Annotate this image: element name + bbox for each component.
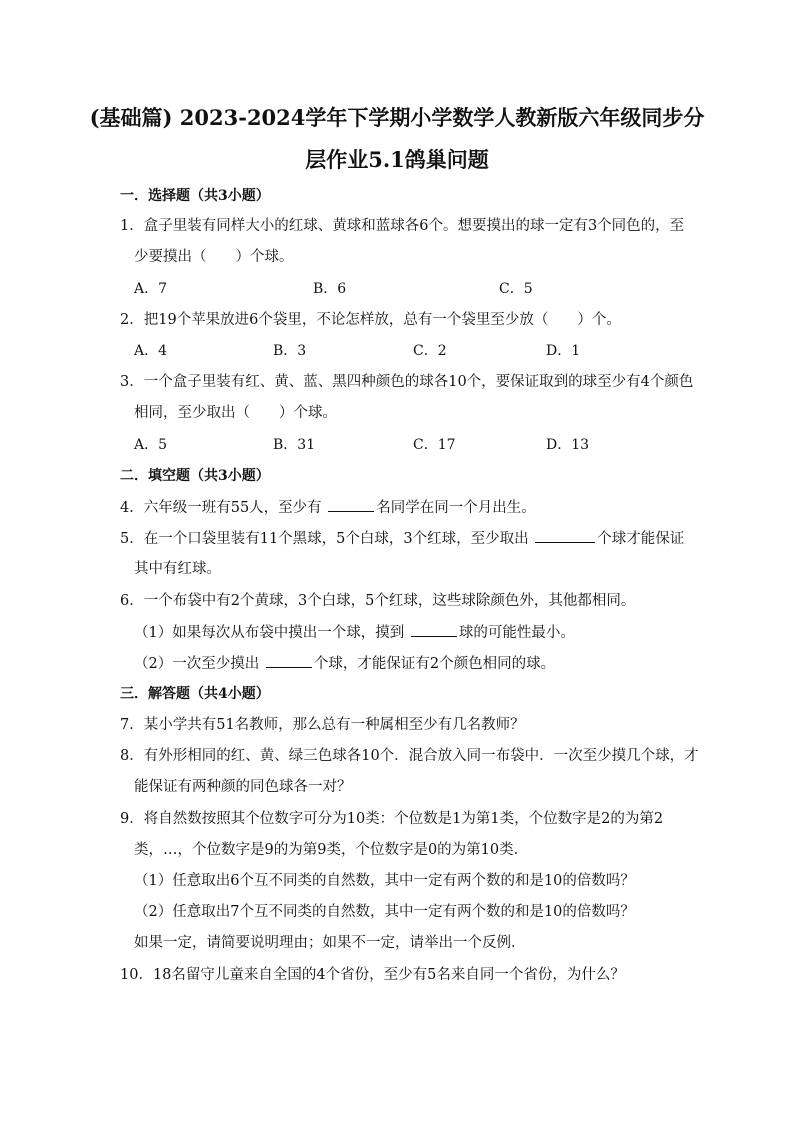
question-6-line-1: 6．一个布袋中有2个黄球，3个白球，5个红球，这些球除颜色外，其他都相同。 (120, 593, 636, 609)
question-9-line-2: 类，…，个位数字是9的为第9类，个位数字是0的为第10类． (134, 842, 529, 858)
question-1-option-c: C．5 (499, 281, 533, 297)
question-1-line-1: 1．盒子里装有同样大小的红球、黄球和蓝球各6个。想要摸出的球一定有3个同色的，至 (120, 218, 685, 234)
question-10-line-1: 10．18名留守儿童来自全国的4个省份，至少有5名来自同一个省份，为什么？ (120, 967, 625, 983)
question-3-option-a: A．5 (134, 437, 168, 453)
question-2-option-b: B．3 (273, 343, 307, 359)
question-3-line-1: 3．一个盒子里装有红、黄、蓝、黑四种颜色的球各10个，要保证取到的球至少有4个颜色 (120, 374, 694, 390)
question-6-sub-1-after: 球的可能性最小。 (458, 625, 575, 641)
section-heading-fill: 二．填空题（共3小题） (120, 468, 270, 484)
question-2-option-d: D．1 (546, 343, 581, 359)
question-9-sub-2: （2）任意取出7个互不同类的自然数，其中一定有两个数的和是10的倍数吗？ (134, 904, 635, 920)
question-6-sub-1-before: （1）如果每次从布袋中摸出一个球，摸到 (134, 625, 409, 641)
question-5-text-before: 5．在一个口袋里装有11个黑球，5个白球，3个红球，至少取出 (120, 531, 534, 547)
question-5-line-2: 其中有红球。 (134, 561, 221, 577)
section-heading-solve: 三．解答题（共4小题） (120, 686, 270, 702)
question-3-option-d: D．13 (546, 437, 590, 453)
question-2-option-c: C．2 (413, 343, 447, 359)
question-4-text-after: 名同学在同一个月出生。 (376, 500, 536, 516)
question-6-sub-2-before: （2）一次至少摸出 (134, 656, 264, 672)
question-7-line-1: 7．某小学共有51名教师，那么总有一种属相至少有几名教师？ (120, 717, 525, 733)
question-3-option-b: B．31 (273, 437, 316, 453)
question-1-option-b: B．6 (313, 281, 347, 297)
page-title-line-1: (基础篇) 2023-2024学年下学期小学数学人教新版六年级同步分 (89, 105, 705, 130)
question-4-text-before: 4．六年级一班有55人，至少有 (120, 500, 327, 516)
question-8-line-2: 能保证有两种颜的同色球各一对？ (134, 779, 352, 795)
question-2-option-a: A．4 (134, 343, 168, 359)
question-9-sub-1: （1）任意取出6个互不同类的自然数，其中一定有两个数的和是10的倍数吗？ (134, 873, 635, 889)
question-2-line-1: 2．把19个苹果放进6个袋里，不论怎样放，总有一个袋里至少放（ ）个。 (120, 312, 621, 328)
page-title-line-2: 层作业5.1鸽巢问题 (305, 147, 489, 172)
question-4-line-1 (120, 497, 536, 518)
question-1-option-a: A．7 (134, 281, 168, 297)
question-6-sub-1-answer-blank[interactable] (411, 622, 457, 637)
question-3-line-2: 相同，至少取出（ ）个球。 (134, 405, 337, 421)
section-heading-choice: 一．选择题（共3小题） (120, 188, 270, 204)
question-5-line-1 (120, 528, 684, 549)
question-5-answer-blank[interactable] (535, 528, 595, 543)
question-5-text-after: 个球才能保证 (597, 531, 685, 547)
question-6-sub-2-after: 个球，才能保证有2个颜色相同的球。 (313, 656, 556, 672)
question-6-sub-1 (134, 622, 575, 643)
question-6-sub-2-answer-blank[interactable] (266, 653, 312, 668)
question-4-answer-blank[interactable] (328, 497, 374, 512)
question-6-sub-2 (134, 653, 555, 674)
question-8-line-1: 8．有外形相同的红、黄、绿三色球各10个．混合放入同一布袋中．一次至少摸几个球，才 (120, 748, 699, 764)
question-1-line-2: 少要摸出（ ）个球。 (134, 249, 294, 265)
question-9-line-3: 如果一定，请简要说明理由；如果不一定，请举出一个反例． (134, 935, 526, 951)
question-9-line-1: 9．将自然数按照其个位数字可分为10类：个位数是1为第1类，个位数字是2的为第2 (120, 811, 664, 827)
question-3-option-c: C．17 (413, 437, 456, 453)
